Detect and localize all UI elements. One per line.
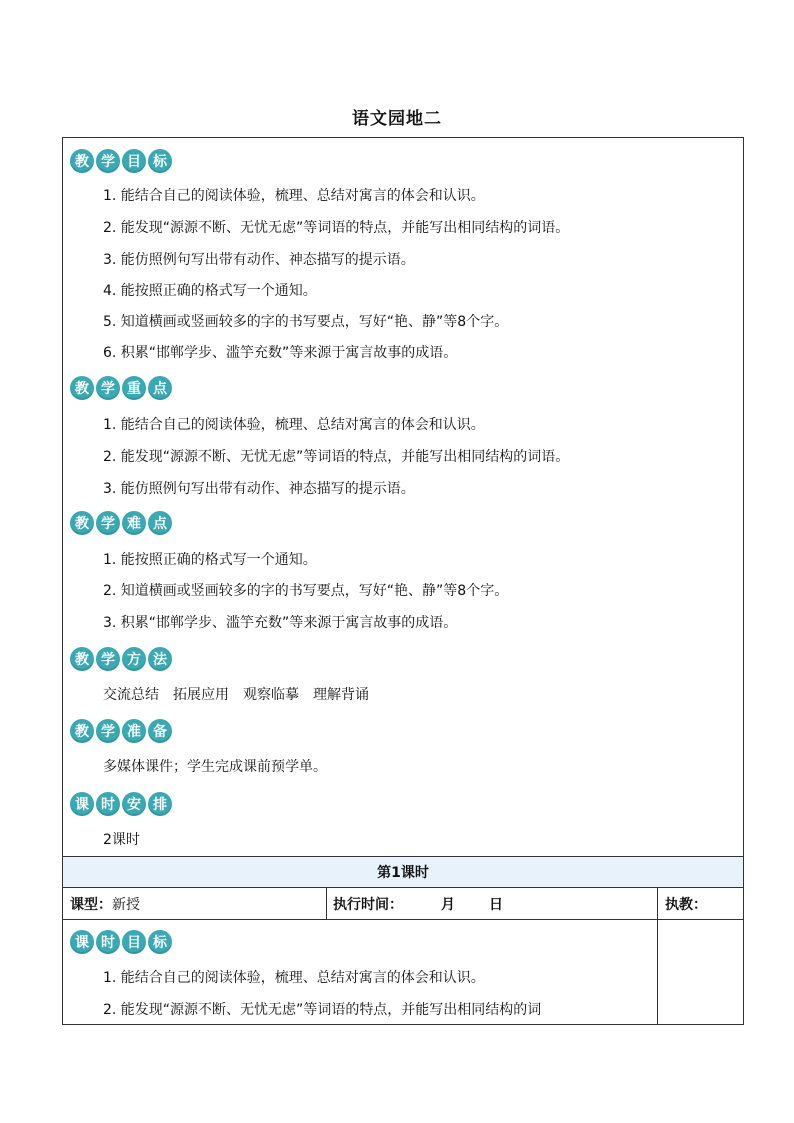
preparation-text: 多媒体课件；学生完成课前预学单。 [103,759,327,775]
lesson-month: 月 [441,896,455,913]
lesson-teacher-cell [665,888,707,919]
badge-char: 时 [96,792,120,816]
section-badge-methods [70,647,172,671]
goal-item: 3. 能仿照例句写出带有动作、神态描写的提示语。 [103,252,415,268]
lesson-info-row [63,888,743,920]
badge-char: 标 [148,149,172,173]
badge-char: 时 [96,930,120,954]
badge-char: 教 [70,647,94,671]
difficulty-item: 3. 积累“邯郸学步、滥竽充数”等来源于寓言故事的成语。 [103,615,458,631]
lesson-type-value: 新授 [112,896,140,913]
difficulty-item: 1. 能按照正确的格式写一个通知。 [103,552,317,568]
badge-char: 教 [70,719,94,743]
section-badge-teaching-goals [70,149,172,173]
key-point-item: 2. 能发现“源源不断、无忧无虑”等词语的特点，并能写出相同结构的词语。 [103,449,570,465]
lesson-heading [63,856,743,888]
lesson-type-label: 课型： [70,896,112,913]
badge-char: 方 [122,647,146,671]
lesson-plan-table [62,137,744,1025]
section-badge-schedule [70,792,172,816]
badge-char: 教 [70,149,94,173]
page-title: 语文园地二 [352,109,442,129]
badge-char: 教 [70,376,94,400]
section-badge-key-points [70,376,172,400]
goal-item: 2. 能发现“源源不断、无忧无虑”等词语的特点，并能写出相同结构的词语。 [103,220,570,236]
badge-char: 标 [148,930,172,954]
lesson-teacher-label: 执教： [665,896,707,913]
lesson-goal-item: 2. 能发现“源源不断、无忧无虑”等词语的特点，并能写出相同结构的词 [103,1002,542,1018]
cell-divider [326,888,327,919]
goal-item: 1. 能结合自己的阅读体验，梳理、总结对寓言的体会和认识。 [103,188,485,204]
badge-char: 课 [70,792,94,816]
badge-char: 排 [148,792,172,816]
badge-char: 点 [148,511,172,535]
badge-char: 学 [96,511,120,535]
schedule-text: 2课时 [103,832,140,848]
badge-char: 学 [96,719,120,743]
lesson-heading-text: 第1课时 [377,865,429,881]
badge-char: 学 [96,376,120,400]
badge-char: 课 [70,930,94,954]
badge-char: 难 [122,511,146,535]
badge-char: 学 [96,149,120,173]
badge-char: 备 [148,719,172,743]
lesson-time-cell [333,888,503,919]
notes-column-divider [657,920,658,1024]
lesson-goal-item: 1. 能结合自己的阅读体验，梳理、总结对寓言的体会和认识。 [103,970,485,986]
lesson-time-label: 执行时间： [333,896,403,913]
badge-char: 点 [148,376,172,400]
lesson-type-cell [70,888,140,919]
plan-overview [63,138,743,856]
goal-item: 5. 知道横画或竖画较多的字的书写要点，写好“艳、静”等8个字。 [103,314,509,330]
badge-char: 安 [122,792,146,816]
section-badge-lesson-goals [70,930,172,954]
methods-text: 交流总结 拓展应用 观察临摹 理解背诵 [103,687,369,703]
lesson-day: 日 [489,896,503,913]
badge-char: 重 [122,376,146,400]
goal-item: 4. 能按照正确的格式写一个通知。 [103,283,317,299]
goal-item: 6. 积累“邯郸学步、滥竽充数”等来源于寓言故事的成语。 [103,345,458,361]
section-badge-preparation [70,719,172,743]
cell-divider [657,888,658,919]
badge-char: 目 [122,930,146,954]
badge-char: 目 [122,149,146,173]
key-point-item: 1. 能结合自己的阅读体验，梳理、总结对寓言的体会和认识。 [103,417,485,433]
badge-char: 准 [122,719,146,743]
badge-char: 教 [70,511,94,535]
badge-char: 学 [96,647,120,671]
difficulty-item: 2. 知道横画或竖画较多的字的书写要点，写好“艳、静”等8个字。 [103,583,509,599]
key-point-item: 3. 能仿照例句写出带有动作、神态描写的提示语。 [103,481,415,497]
badge-char: 法 [148,647,172,671]
section-badge-difficulties [70,511,172,535]
